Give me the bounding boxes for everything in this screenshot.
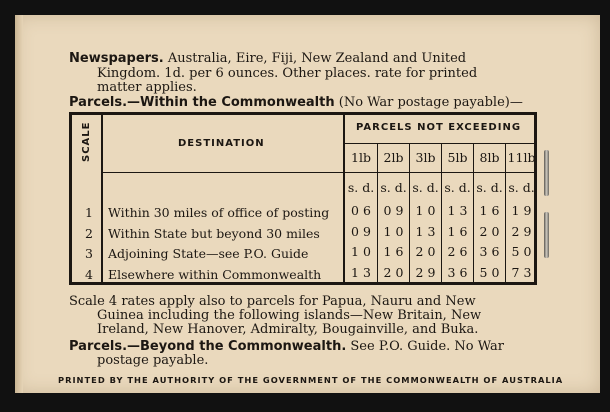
rate-4-1lb: 1 3	[351, 265, 371, 280]
scale-1: 1	[85, 205, 93, 220]
rate-1-11lb: 1 9	[511, 203, 532, 218]
scale-header: SCALE	[81, 121, 92, 162]
newspapers-line-3: matter applies.	[97, 80, 197, 95]
rate-3-3lb: 2 0	[415, 244, 436, 259]
scale-3: 3	[85, 246, 93, 261]
newspapers-text-1: Australia, Eire, Fiji, New Zealand and United	[167, 51, 467, 66]
table-divider-scale	[101, 112, 103, 285]
parcels-beyond-heading: Parcels.—Beyond the Commonwealth.	[69, 339, 347, 354]
scale-4: 4	[85, 267, 93, 282]
printer-imprint: PRINTED BY THE AUTHORITY OF THE GOVERNMENT OF THE COMMONWEALTH OF AUSTRALIA	[58, 375, 564, 385]
weight-2lb: 2lb	[383, 150, 404, 165]
parcels-within-heading: Parcels.—Within the Commonwealth	[69, 95, 335, 110]
scale-2: 2	[85, 226, 93, 241]
newspapers-line-1	[69, 52, 466, 66]
unit-4: s. d.	[444, 180, 471, 195]
table-rule-header	[101, 172, 537, 173]
rate-4-5lb: 3 6	[447, 265, 468, 280]
rate-3-1lb: 1 0	[351, 244, 371, 259]
rate-4-8lb: 5 0	[479, 265, 500, 280]
parcels-header: PARCELS NOT EXCEEDING	[356, 122, 522, 133]
rate-2-1lb: 0 9	[351, 224, 371, 239]
rate-4-3lb: 2 9	[415, 265, 436, 280]
unit-1: s. d.	[347, 180, 375, 195]
weight-1lb: 1lb	[351, 150, 371, 165]
parcels-beyond-line-2: postage payable.	[97, 353, 209, 368]
staple-top	[544, 150, 549, 196]
table-divider-destination	[343, 112, 345, 285]
parcels-within-line	[69, 96, 523, 110]
rate-3-2lb: 1 6	[383, 244, 404, 259]
parcels-beyond-line	[69, 340, 504, 354]
rate-1-3lb: 1 0	[415, 203, 436, 218]
rate-2-8lb: 2 0	[479, 224, 500, 239]
booklet-spine	[15, 15, 23, 393]
newspapers-heading: Newspapers.	[69, 51, 164, 66]
destination-3: Adjoining State—see P.O. Guide	[108, 246, 309, 261]
scale4-note-line-3: Ireland, New Hanover, Admiralty, Bougainville, and Buka.	[97, 322, 479, 337]
rate-3-11lb: 5 0	[511, 244, 532, 259]
parcels-within-note: (No War postage payable)—	[338, 95, 523, 110]
weight-11lb: 11lb	[507, 150, 536, 165]
destination-2: Within State but beyond 30 miles	[108, 226, 320, 241]
rate-1-8lb: 1 6	[479, 203, 500, 218]
weight-5lb: 5lb	[447, 150, 468, 165]
rate-3-5lb: 2 6	[447, 244, 468, 259]
destination-1: Within 30 miles of office of posting	[108, 205, 330, 220]
parcels-beyond-text-1: See P.O. Guide. No War	[350, 339, 504, 354]
scale4-note-line-1: Scale 4 rates apply also to parcels for Papua, Nauru and New	[69, 294, 476, 309]
table-rule-weights	[344, 143, 537, 144]
scale4-note-line-2: Guinea including the following islands—New Britain, New	[97, 308, 482, 323]
newspapers-line-2: Kingdom. 1d. per 6 ounces. Other places. rate for printed	[97, 66, 478, 81]
destination-header: DESTINATION	[178, 138, 265, 149]
staple-bottom	[544, 212, 549, 258]
rate-1-5lb: 1 3	[447, 203, 468, 218]
weight-3lb: 3lb	[415, 150, 436, 165]
destination-4: Elsewhere within Commonwealth	[108, 267, 322, 282]
rate-4-2lb: 2 0	[383, 265, 404, 280]
unit-3: s. d.	[412, 180, 439, 195]
rate-3-8lb: 3 6	[479, 244, 500, 259]
rate-2-2lb: 1 0	[383, 224, 404, 239]
rate-2-3lb: 1 3	[415, 224, 436, 239]
unit-5: s. d.	[476, 180, 503, 195]
weight-8lb: 8lb	[479, 150, 500, 165]
rate-2-11lb: 2 9	[511, 224, 532, 239]
rate-4-11lb: 7 3	[511, 265, 532, 280]
rate-2-5lb: 1 6	[447, 224, 468, 239]
rate-1-1lb: 0 6	[351, 203, 371, 218]
unit-6: s. d.	[508, 180, 535, 195]
rate-1-2lb: 0 9	[383, 203, 404, 218]
unit-2: s. d.	[380, 180, 407, 195]
